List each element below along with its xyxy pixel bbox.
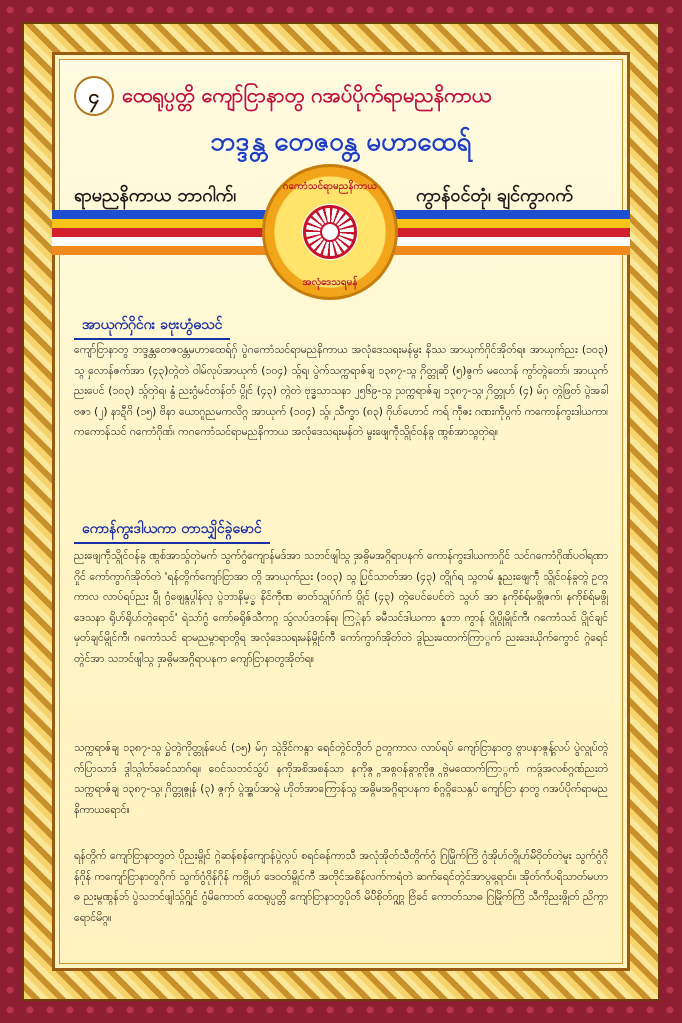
right-subtitle: ကွာန်ဝင်တုံ၊ ချင်ကွာဂက်: [416, 185, 573, 206]
section-2-paragraph-3: ရန်တ္ဂိက် ကျော်ငြာနာတွတဲ ပိုညးမ္ဂိုင် ဂ္ဂဲဆန်စန်ကျောန်ပ္ဂ္ဂဲလပ် စရင်ဓန်ကာသီ အလုံအိုတ်သီတ္ဂိက်ဂွံ ဂြမြိုက်ကြိ ဂွံအိုဟ်တ္ဂိုဟ်မ်ိဝိုတ်တဲမူး သွက်ဂွံဂိုန်ဂိုန် ကကျော်ငြာနာတွဂိုက် သွက်ဂွံဂိုန်ဂိုန် ကဗ္ဂိုဟ် ဒေဝတ်မ္ဂိုင်ကီ အတိုင်အစိန်လက်ကရံတဲ ဆက်ရေင်တ္ဂဲင်အာပ္ဂ္ဂရောင်။ အိုတ်က်ံပရိသာတ်မဟာဓ ညးမ္ဂဏ္ဂန်ဘ် ပွဲသဘင်ဖျါသ္ဂှ်ဂ္ဂိုင် ဂွံမိကောတ် ထေရုပ္ပတ္တိ ကျော်ငြာနာတွပိုတ်ဲ မိပ်ိစိုတ်ဂ္ဂ္ဂျာ ဗြံခင် ကောတ်သာဓ ဂြမြိုက်ကြိ သီကိုညးဖ္ဂိုတ် ညိက္ဂာရောင်မိဂ္ဂ။: [74, 850, 608, 924]
section-2-paragraph-1: ညးဖျေကဵုသ္ဂိုင်ဝန်ခ္ဂ ဏ္ဂစ်အာသ္ဂှ်တဲမက် သွက်ဂွံကျောန်မဒ်အာ သဘင်ဖျါသ္ဂှ အဓ္ဂိမအဂ္ဂိရာပနက် ကောန်ကွးဒါယကာဂှိုင် သင်ဂကောံဂိုဏ်ပဝါရဏာဂှိုင် ကော်ကွာဂ်အိုတ်တဲ 'ရန်တ္ဂိက်ကျော်ငြာအာ တ္ဂိ အာယုက်ညး (၁၀၃) သ္ဂှ ပြင်သာတ်အာ (၄၃) တ္ဂိုဂ်ရ သ္ဂတမ် နူညးဖျေကဵု သ္ဂိုင်ဝန်ခ္ဂတ္ဂဲ ဥတ္ဂကာလ လာပ်ရပ်ညး ပ္ဂဵု ဂွံဖျေန္ဂပ္ဂါန်လု ပ္ဂဲဘာနိမ့္ခ နိင်ကဵုဏ ဓာတ်သ္ဂုပ်ဂ်က် ပ္ဂိုင် (၄၃) တ္ဂဲပေင်ပေင်တဲ သ္ဂဟ် အာ နကိုစ်ရ်မဖ္ဂိုဇက်၊ နကိုစ်ရ်မဖ္ဂိုဒေသနာ ရိုဟ်ရိုဟ်တ္ဂဲရောင်' ရဲသာ်ဂွံ ကော်ဓရိုဇ်သီကဂ္ဂ သွဴလပ်ဒတန်ရ၊ ကြ္ဂဲနာ် ခမီသင်ဒါယကာ နူဘာ ကွာန် ပ္ဂိုပ္ဂိုမ္ဂိုင်ကီ၊ ဂကောံသင် ပ္ဂိုင်ချင်မှတ်ချင်မ္ဂိုင်ကီ၊ ဂကောံသင် ရာမညမ္ဂာရာတ္ဂိရ အလုံဒေသရးမန်မ္ဂိုင်ကီ ကော်ကွာဂ်အိုတ်တဲ ဒ္ဂါညးထောက်ကြာ္ဂက် ညးဒေးယိုက်ကွောင် ဂ္ဂဲရေင်တ္ဂဲင်အာ သဘင်ဖျါသ္ဂှ အဓ္ဂိမအဂ္ဂိရာပနက ကျော်ငြာနာတွအိုတ်ရ။: [74, 550, 608, 665]
logo-ring-top-text: ဂကောံသင်ရာမညနိကာယ: [282, 181, 378, 192]
logo-ring-bottom-text: အလုံဒေသရမန်: [302, 277, 358, 288]
section-heading-1: အာယုက်ဂှိင်ဂး ခဗုးဟွံဓသင်: [74, 312, 230, 340]
title-line-1: ထေရုပ္ပတ္တိ ကျော်ငြာနာတွ ဂအပ်ပိုက်ရာမညနိကာယ: [122, 83, 492, 107]
section-1-paragraph: ကျော်ငြာနာတွ ဘဒ္ဒန္တတေဇဝန္တမဟာထေရ်ဂှ် ပွဲဂကောံသင်ရာမညနိကာယ အလုံဒေသရးမန်မွး နိဿ အာယုက်ဂှိင်အိုတ်ရ။ အာယုက်ညး (၁၀၃) သ္ဂှ လောန်ဇက်အာ (၄၃)တ္ဂဲတဲ ဝါမ်လုပ်အာယုက် (၁၀၄) သ္ဂှ်ရ၊ ပွဲက်သက္ကရာဇ်ချ ၁၃၈၇-သ္ဂှ ဂိတ္တုဆို (၅)ဇွက် မလောန် ကွာ်တ္ဂဲတော်၊ အာယုက်ညးပေင် (၁၀၃) သ္ဂှ်တဲရ၊ နွံ ညးဂွံမင်တန်တ် ပ္ဂိုင် (၄၃) တ္ဂဲတဲ ဗုဒ္ဓသာသနာ ၂၅၆၉-သ္ဂှ သက္ကရာဇ်ချ ၁၃၈၇-သ္ဂှ၊ ဂိတ္တုဟ် (၄) မ်ဂှ တ္ဂဲဖြတ် ပ္ဂဲအခါဗဇာ (၂) နာဍီဂိ (၁၅) ဗိနာ ယောဂူညမကလိဂ္ဂ အာယုက် (၁၀၄) သ္ဂှ်၊ သီက္ခာ (၈၃) ဂိုဟ်ဟောင် ကရ် ကဵုဇး ဂဏးကဵုပ္ဂက် ကကောန်ကွးဒါယကာ၊ ကကောန်သင် ဂကောံဂိုဏ်၊ ကဂကောံသင်ရာမညနိကာယ အလုံဒေသရးမန်တဲ မွးဖျေကဵုသ္ဂိုင်ဝန်ခ္ဂ ဏ္ဂစ်အာသ္ဂှတဲရ။: [74, 344, 608, 439]
poster-content: [60, 60, 622, 963]
left-subtitle: ရာမညနိကာယ ဘာဂါက်၊: [74, 185, 237, 206]
section-heading-2: ကောန်ကွးဒါယကာ တာသျှိင်ခ္ဂဲမောင်: [74, 516, 270, 544]
wheel-hub: [320, 222, 340, 242]
title-line-2: ဘဒ္ဒန္တ တေဇဝန္တ မဟာထေရ်: [210, 127, 472, 157]
section-2-paragraph-2: သက္ကရာဇ်ချ ၁၃၈၇-သ္ဂှ ပွဲတ္ဂဲကိုတ္တုန်ပေင် (၁၅) မ်ဂှ သ္ဂဲဒိုင်ကန္ဂာ ရေင်တ္ဂဲင်တ္ဂိတ် ဥတ္ဂကာလ လာပ်ရပ် ကျော်ငြာနာတွ ဗ္ဂာပနာဇ္ဂ္ဂန်လပ် ပွဲလ္ဂုပ်တ္ဂဲက်ပြာသာဒ် ဒ္ဂါသ္ဂါတ်ခေင်သာဂ်ရ။ ဝေင်သဘင်သွဴပ် နကိုအစိအစန်သာ နကိုဇ္ဂ္ဂ အစ္ဂဝန်ခ္ဂ္ဂာကိုဇ္ဂ္ဂ ဗ္ဂဲမထောက်ကြာ္ဂက် ကဒ္ဂဴအလစ်ဂ္ဂဏ်ညးတဲ သက္ကရာဇ်ချ ၁၃၈၇-သ္ဂှ၊ ဂိတ္တုဇ္ဂုန် (၃) ဇ္ဂှက် ပ္ဂ္ဂဲအ္ဂပ်အာမ္ဂဲ ဟိုတ်အာကြောန်သ္ဂ အဓ္ဂိမအဂ္ဂိရာပနက စ်ဂ္ဂဝ္ဂိသေန္ဂပ် ကျော်ငြာ နာတွ ဂအပ်ပိုက်ရာမညနိကာယရောင်။: [74, 742, 608, 816]
page-number-badge: ၄: [74, 76, 114, 116]
order-logo: [262, 164, 398, 300]
